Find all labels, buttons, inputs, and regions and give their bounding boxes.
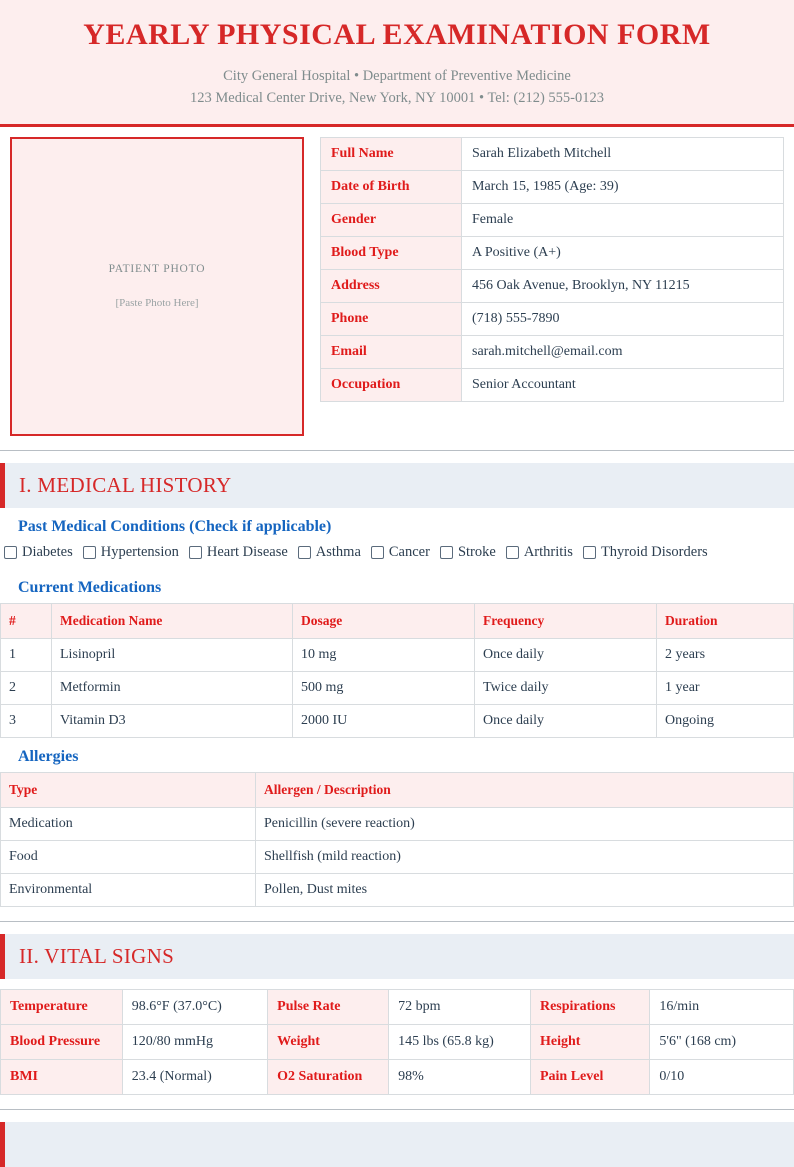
vital-value: 120/80 mmHg — [122, 1024, 267, 1059]
allergy-description-cell: Penicillin (severe reaction) — [256, 807, 794, 840]
vital-value: 0/10 — [650, 1059, 794, 1094]
patient-photo-label: PATIENT PHOTO — [108, 263, 206, 276]
table-row — [1, 873, 794, 906]
checkbox-icon[interactable] — [506, 546, 519, 559]
medication-num-cell: 1 — [1, 638, 52, 671]
checkbox-icon[interactable] — [440, 546, 453, 559]
vital-label: Respirations — [530, 989, 649, 1024]
document-header — [0, 0, 794, 127]
checkbox-icon[interactable] — [371, 546, 384, 559]
medication-dosage-cell: 10 mg — [293, 638, 475, 671]
section-divider — [0, 450, 794, 451]
patient-info-row — [321, 269, 784, 302]
patient-info-value: sarah.mitchell@email.com — [462, 335, 784, 368]
column-header: # — [1, 603, 52, 638]
vital-value: 98% — [389, 1059, 531, 1094]
medication-num-cell: 2 — [1, 671, 52, 704]
patient-info-value: Senior Accountant — [462, 368, 784, 401]
table-row — [1, 704, 794, 737]
allergy-type-cell: Medication — [1, 807, 256, 840]
patient-info-label: Date of Birth — [321, 170, 462, 203]
patient-info-row — [321, 203, 784, 236]
table-row — [1, 840, 794, 873]
condition-checkbox-item[interactable] — [298, 544, 361, 561]
condition-checkbox-item[interactable] — [189, 544, 288, 561]
patient-info-row — [321, 368, 784, 401]
section-header-vital-signs: II. VITAL SIGNS — [0, 934, 794, 979]
table-row — [1, 807, 794, 840]
medications-table — [0, 603, 794, 738]
column-header: Duration — [657, 603, 794, 638]
patient-photo-placeholder[interactable] — [10, 137, 304, 436]
medication-num-cell: 3 — [1, 704, 52, 737]
condition-label: Heart Disease — [206, 543, 288, 560]
section-header-next-partial — [0, 1122, 794, 1167]
table-row — [1, 671, 794, 704]
checkbox-icon[interactable] — [583, 546, 596, 559]
patient-info-label: Gender — [321, 203, 462, 236]
patient-info-label: Occupation — [321, 368, 462, 401]
condition-checkbox-item[interactable] — [506, 544, 573, 561]
medication-dosage-cell: 500 mg — [293, 671, 475, 704]
allergies-table — [0, 772, 794, 907]
section-divider — [0, 921, 794, 922]
patient-info-label: Address — [321, 269, 462, 302]
allergies-body — [1, 807, 794, 906]
patient-info-row — [321, 170, 784, 203]
column-header: Dosage — [293, 603, 475, 638]
subhead-current-medications: Current Medications — [18, 578, 162, 596]
condition-checkbox-item[interactable] — [4, 544, 73, 561]
vital-label: Weight — [268, 1024, 389, 1059]
medication-dosage-cell: 2000 IU — [293, 704, 475, 737]
vital-value: 145 lbs (65.8 kg) — [389, 1024, 531, 1059]
medication-frequency-cell: Twice daily — [475, 671, 657, 704]
condition-checkbox-item[interactable] — [83, 544, 179, 561]
patient-info-label: Email — [321, 335, 462, 368]
section-divider — [0, 1109, 794, 1110]
condition-label: Hypertension — [100, 543, 179, 560]
medications-header-row — [1, 603, 794, 638]
vital-signs-body — [1, 989, 794, 1094]
allergies-header-row — [1, 772, 794, 807]
patient-photo-hint: [Paste Photo Here] — [115, 297, 199, 310]
allergy-description-cell: Shellfish (mild reaction) — [256, 840, 794, 873]
medication-duration-cell: 2 years — [657, 638, 794, 671]
vital-value: 72 bpm — [389, 989, 531, 1024]
checkbox-icon[interactable] — [83, 546, 96, 559]
vital-label: Pulse Rate — [268, 989, 389, 1024]
patient-info-body — [321, 137, 784, 401]
vital-signs-row — [1, 1059, 794, 1094]
medications-body — [1, 638, 794, 737]
vital-label: Height — [530, 1024, 649, 1059]
patient-info-value: Female — [462, 203, 784, 236]
vital-signs-row — [1, 1024, 794, 1059]
medication-duration-cell: 1 year — [657, 671, 794, 704]
condition-label: Arthritis — [523, 543, 573, 560]
medication-name-cell: Lisinopril — [52, 638, 293, 671]
subhead-allergies: Allergies — [18, 747, 79, 765]
condition-checkbox-item[interactable] — [583, 544, 708, 561]
subhead-past-conditions: Past Medical Conditions (Check if applicable) — [18, 517, 332, 535]
patient-info-table — [320, 137, 784, 402]
vital-label: BMI — [1, 1059, 123, 1094]
vital-label: Temperature — [1, 989, 123, 1024]
condition-label: Cancer — [388, 543, 430, 560]
vital-value: 98.6°F (37.0°C) — [122, 989, 267, 1024]
vital-label: Pain Level — [530, 1059, 649, 1094]
table-row — [1, 638, 794, 671]
medication-frequency-cell: Once daily — [475, 704, 657, 737]
vital-signs-table — [0, 989, 794, 1095]
vital-value: 5'6" (168 cm) — [650, 1024, 794, 1059]
medication-name-cell: Metformin — [52, 671, 293, 704]
vital-value: 23.4 (Normal) — [122, 1059, 267, 1094]
section-header-medical-history: I. MEDICAL HISTORY — [0, 463, 794, 508]
allergy-type-cell: Environmental — [1, 873, 256, 906]
condition-label: Stroke — [457, 543, 496, 560]
patient-info-row — [321, 236, 784, 269]
column-header: Allergen / Description — [256, 772, 794, 807]
condition-checkbox-item[interactable] — [440, 544, 496, 561]
condition-label: Asthma — [315, 543, 361, 560]
vital-value: 16/min — [650, 989, 794, 1024]
allergy-type-cell: Food — [1, 840, 256, 873]
patient-info-value: 456 Oak Avenue, Brooklyn, NY 11215 — [462, 269, 784, 302]
patient-info-row — [321, 335, 784, 368]
page-title: YEARLY PHYSICAL EXAMINATION FORM — [83, 18, 711, 51]
column-header: Type — [1, 772, 256, 807]
vital-label: Blood Pressure — [1, 1024, 123, 1059]
medication-frequency-cell: Once daily — [475, 638, 657, 671]
patient-info-value: A Positive (A+) — [462, 236, 784, 269]
patient-info-row — [321, 137, 784, 170]
medication-duration-cell: Ongoing — [657, 704, 794, 737]
checkbox-icon[interactable] — [298, 546, 311, 559]
column-header: Medication Name — [52, 603, 293, 638]
column-header: Frequency — [475, 603, 657, 638]
patient-info-label: Full Name — [321, 137, 462, 170]
hospital-address-line: 123 Medical Center Drive, New York, NY 10001 • Tel: (212) 555-0123 — [189, 90, 605, 107]
condition-checkbox-item[interactable] — [371, 544, 430, 561]
vital-signs-row — [1, 989, 794, 1024]
checkbox-icon[interactable] — [189, 546, 202, 559]
patient-info-value: (718) 555-7890 — [462, 302, 784, 335]
condition-label: Diabetes — [22, 543, 73, 560]
vital-label: O2 Saturation — [268, 1059, 389, 1094]
patient-identity-block — [0, 127, 794, 436]
allergy-description-cell: Pollen, Dust mites — [256, 873, 794, 906]
patient-info-label: Phone — [321, 302, 462, 335]
condition-label: Thyroid Disorders — [600, 543, 708, 560]
patient-info-value: Sarah Elizabeth Mitchell — [462, 137, 784, 170]
patient-info-label: Blood Type — [321, 236, 462, 269]
checkbox-icon[interactable] — [4, 546, 17, 559]
patient-info-value: March 15, 1985 (Age: 39) — [462, 170, 784, 203]
hospital-name-line: City General Hospital • Department of Preventive Medicine — [223, 68, 571, 84]
patient-info-row — [321, 302, 784, 335]
medication-name-cell: Vitamin D3 — [52, 704, 293, 737]
past-conditions-checkbox-row — [0, 542, 794, 569]
